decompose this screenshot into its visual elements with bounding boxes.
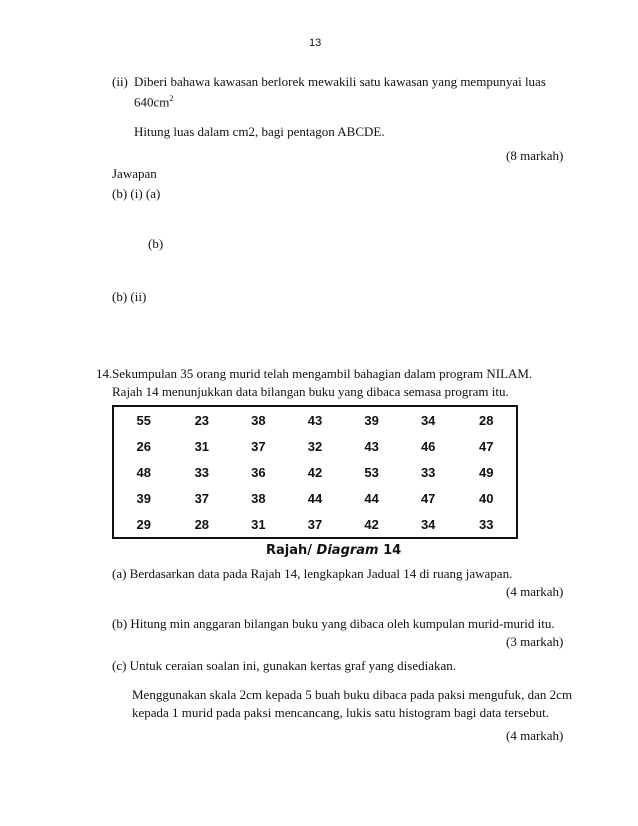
table-row: [113, 406, 517, 433]
table-cell: 36: [251, 464, 266, 480]
answer-b-i-b: (b): [148, 236, 164, 251]
q13-ii-line2: Hitung luas dalam cm2, bagi pentagon ABCDE.: [134, 124, 385, 139]
answer-b-ii: (b) (ii): [112, 289, 147, 304]
q14-part-c: (c) Untuk ceraian soalan ini, gunakan kertas graf yang disediakan.: [112, 658, 457, 673]
caption-number: 14: [383, 543, 402, 558]
table-cell: 31: [251, 516, 266, 532]
table-cell: 40: [479, 490, 494, 506]
q13-ii-area: [134, 94, 173, 110]
q14-part-c-line2: kepada 1 murid pada paksi mencancang, lukis satu histogram bagi data tersebut.: [132, 705, 549, 720]
area-value: 640cm: [134, 94, 170, 110]
table-cell: 31: [194, 438, 210, 454]
table-cell: 23: [194, 412, 210, 428]
q14-part-c-line1: Menggunakan skala 2cm kepada 5 buah buku dibaca pada paksi mengufuk, dan 2cm: [132, 687, 573, 702]
caption-malay: Rajah/: [266, 543, 313, 558]
area-exponent: 2: [169, 94, 174, 103]
table-cell: 53: [364, 464, 379, 480]
table-cell: 28: [194, 516, 210, 532]
table-cell: 29: [136, 516, 151, 532]
table-row: [113, 459, 517, 485]
table-cell: 43: [364, 438, 379, 454]
q14-part-b: (b) Hitung min anggaran bilangan buku yang dibaca oleh kumpulan murid-murid itu.: [112, 616, 555, 631]
table-cell: 33: [420, 464, 436, 480]
table-cell: 33: [194, 464, 210, 480]
table-cell: 49: [479, 464, 494, 480]
q14-intro-line1: Sekumpulan 35 orang murid telah mengambil bahagian dalam program NILAM.: [112, 366, 533, 381]
table-cell: 38: [251, 490, 266, 506]
q14-part-b-marks: (3 markah): [506, 634, 564, 649]
table-cell: 44: [364, 490, 379, 506]
table-cell: 28: [479, 412, 494, 428]
table-cell: 44: [307, 490, 323, 506]
table-cell: 39: [136, 490, 151, 506]
table-cell: 34: [420, 412, 436, 428]
answer-heading: Jawapan: [112, 166, 157, 181]
table-cell: 47: [479, 438, 494, 454]
q13-marks: (8 markah): [506, 148, 564, 163]
diagram-caption: [266, 543, 401, 558]
page-number: 13: [309, 37, 322, 49]
q13-ii-line1: Diberi bahawa kawasan berlorek mewakili satu kawasan yang mempunyai luas: [134, 74, 546, 89]
table-cell: 37: [251, 438, 266, 454]
table-cell: 39: [364, 412, 379, 428]
q14-part-a-marks: (4 markah): [506, 584, 564, 599]
table-row: [113, 511, 517, 538]
table-row: [113, 485, 517, 511]
q13-ii-label: (ii): [112, 74, 128, 89]
table-cell: 26: [136, 438, 151, 454]
table-cell: 37: [194, 490, 210, 506]
table-row: [113, 433, 517, 459]
table-cell: 38: [251, 412, 266, 428]
table-cell: 46: [420, 438, 436, 454]
table-cell: 47: [420, 490, 436, 506]
table-cell: 55: [136, 412, 151, 428]
data-table: [112, 405, 518, 539]
table-cell: 37: [307, 516, 323, 532]
answer-b-i-a: (b) (i) (a): [112, 186, 161, 201]
table-cell: 33: [479, 516, 494, 532]
table-cell: 34: [420, 516, 436, 532]
q14-number: 14.: [96, 366, 113, 381]
table-cell: 48: [136, 464, 151, 480]
table-cell: 43: [307, 412, 323, 428]
q14-part-a: (a) Berdasarkan data pada Rajah 14, lengkapkan Jadual 14 di ruang jawapan.: [112, 566, 513, 581]
q14-part-c-marks: (4 markah): [506, 728, 564, 743]
table-cell: 32: [307, 438, 323, 454]
table-cell: 42: [307, 464, 323, 480]
caption-english: Diagram: [316, 543, 379, 558]
q14-intro-line2: Rajah 14 menunjukkan data bilangan buku yang dibaca semasa program itu.: [112, 384, 509, 399]
table-cell: 42: [364, 516, 379, 532]
